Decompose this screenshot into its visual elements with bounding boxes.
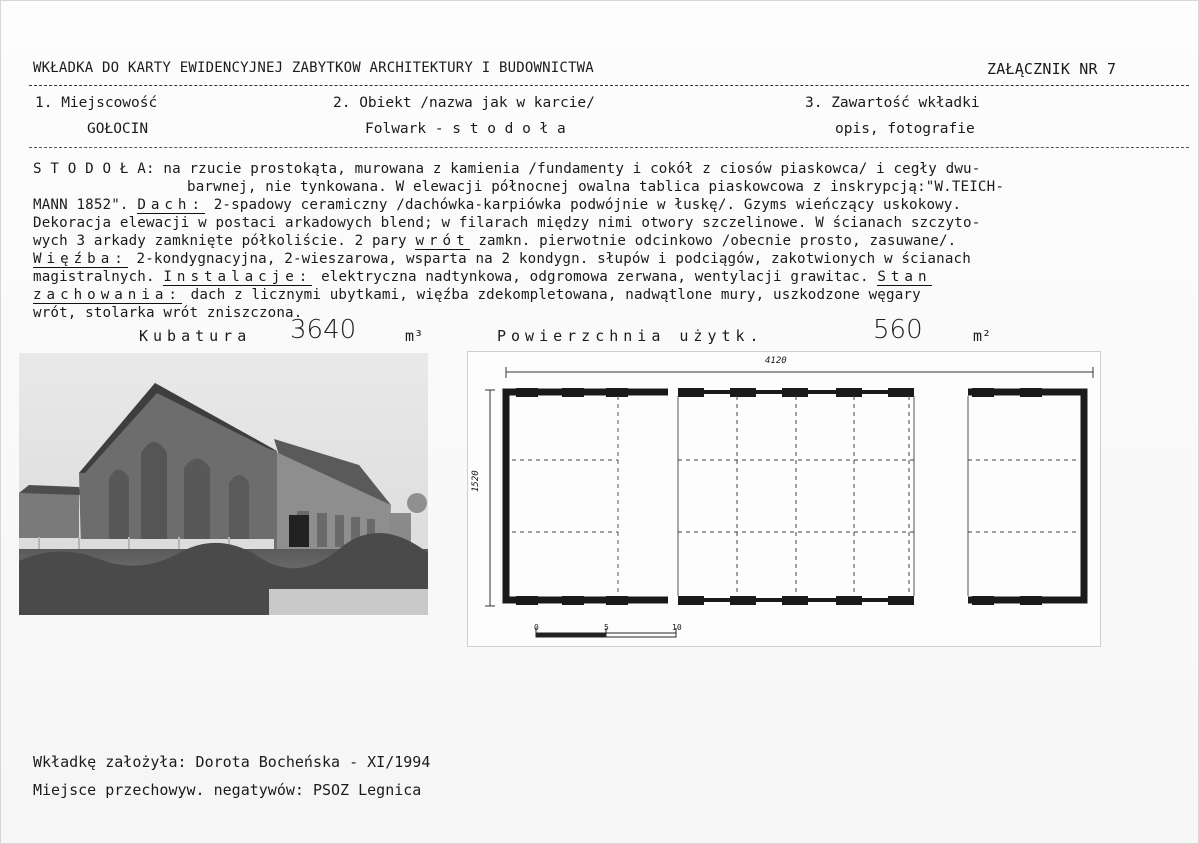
kubatura-unit: m³ bbox=[405, 327, 424, 345]
scale-label-5: 5 bbox=[604, 623, 609, 632]
section-heading: zachowania: bbox=[33, 287, 182, 303]
description-line: zachowania: dach z licznymi ubytkami, więźba zdekompletowana, nadwątlone mury, uszkodzone węgary bbox=[33, 287, 921, 303]
description-line: wych 3 arkady zamknięte półkoliście. 2 pary wrót zamkn. pierwotnie odcinkowo /obecnie prosto, zasuwane/. bbox=[33, 233, 957, 249]
annex-number: ZAŁĄCZNIK NR 7 bbox=[987, 60, 1117, 78]
card-title: WKŁADKA DO KARTY EWIDENCYJNEJ ZABYTKOW ARCHITEKTURY I BUDOWNICTWA bbox=[33, 60, 594, 76]
powierzchnia-label: Powierzchnia użytk. bbox=[497, 327, 764, 345]
field-2-label: 2. Obiekt /nazwa jak w karcie/ bbox=[333, 95, 595, 111]
field-3-label: 3. Zawartość wkładki bbox=[805, 95, 980, 111]
section-heading: Stan bbox=[877, 269, 932, 285]
field-3-value: opis, fotografie bbox=[835, 121, 975, 137]
field-2-value: Folwark - s t o d o ł a bbox=[365, 121, 566, 137]
field-1-label: 1. Miejscowość bbox=[35, 95, 158, 111]
section-heading: Instalacje: bbox=[163, 269, 313, 285]
description-line: Dekoracja elewacji w postaci arkadowych blend; w filarach między nimi otwory szczelinowe. W ścianach szczyto- bbox=[33, 215, 981, 231]
founded-by: Wkładkę założyła: Dorota Bocheńska - XI/1994 bbox=[33, 753, 431, 771]
description-line: S T O D O Ł A: na rzucie prostokąta, murowana z kamienia /fundamenty i cokół z ciosów piaskowca/ i cegły dwu- bbox=[33, 161, 981, 177]
plan-width-label: 4120 bbox=[765, 356, 787, 366]
scale-label-0: 0 bbox=[534, 623, 539, 632]
barn-photograph bbox=[19, 353, 428, 615]
divider bbox=[29, 85, 1189, 86]
powierzchnia-value: 560 bbox=[873, 315, 923, 345]
section-heading: Więźba: bbox=[33, 251, 128, 267]
scale-label-10: 10 bbox=[672, 623, 682, 632]
negatives-storage: Miejsce przechowyw. negatywów: PSOZ Legnica bbox=[33, 781, 422, 799]
description-line: Więźba: 2-kondygnacyjna, 2-wieszarowa, wsparta na 2 kondygn. słupów i podciągów, zakotwionych w ścianach bbox=[33, 251, 971, 267]
kubatura-value: 3640 bbox=[290, 315, 357, 345]
description-line: magistralnych. Instalacje: elektryczna nadtynkowa, odgromowa zerwana, wentylacji grawitac. Stan bbox=[33, 269, 932, 285]
divider bbox=[29, 147, 1189, 148]
section-heading: wrót bbox=[415, 233, 470, 249]
kubatura-label: Kubatura bbox=[139, 327, 252, 345]
floor-plan bbox=[467, 351, 1101, 647]
description-line: wrót, stolarka wrót zniszczona. bbox=[33, 305, 303, 321]
plan-height-label: 1520 bbox=[471, 470, 481, 492]
description-line: barwnej, nie tynkowana. W elewacji północnej owalna tablica piaskowcowa z inskrypcją:"W.TEICH- bbox=[187, 179, 1005, 195]
description-line: MANN 1852". Dach: 2-spadowy ceramiczny /dachówka-karpiówka podwójnie w łuskę/. Gzyms wieńczący uskokowy. bbox=[33, 197, 962, 213]
section-heading: S T O D O Ł A: bbox=[33, 161, 155, 177]
powierzchnia-unit: m² bbox=[973, 327, 992, 345]
section-heading: Dach: bbox=[137, 197, 206, 213]
field-1-value: GOŁOCIN bbox=[87, 121, 149, 137]
